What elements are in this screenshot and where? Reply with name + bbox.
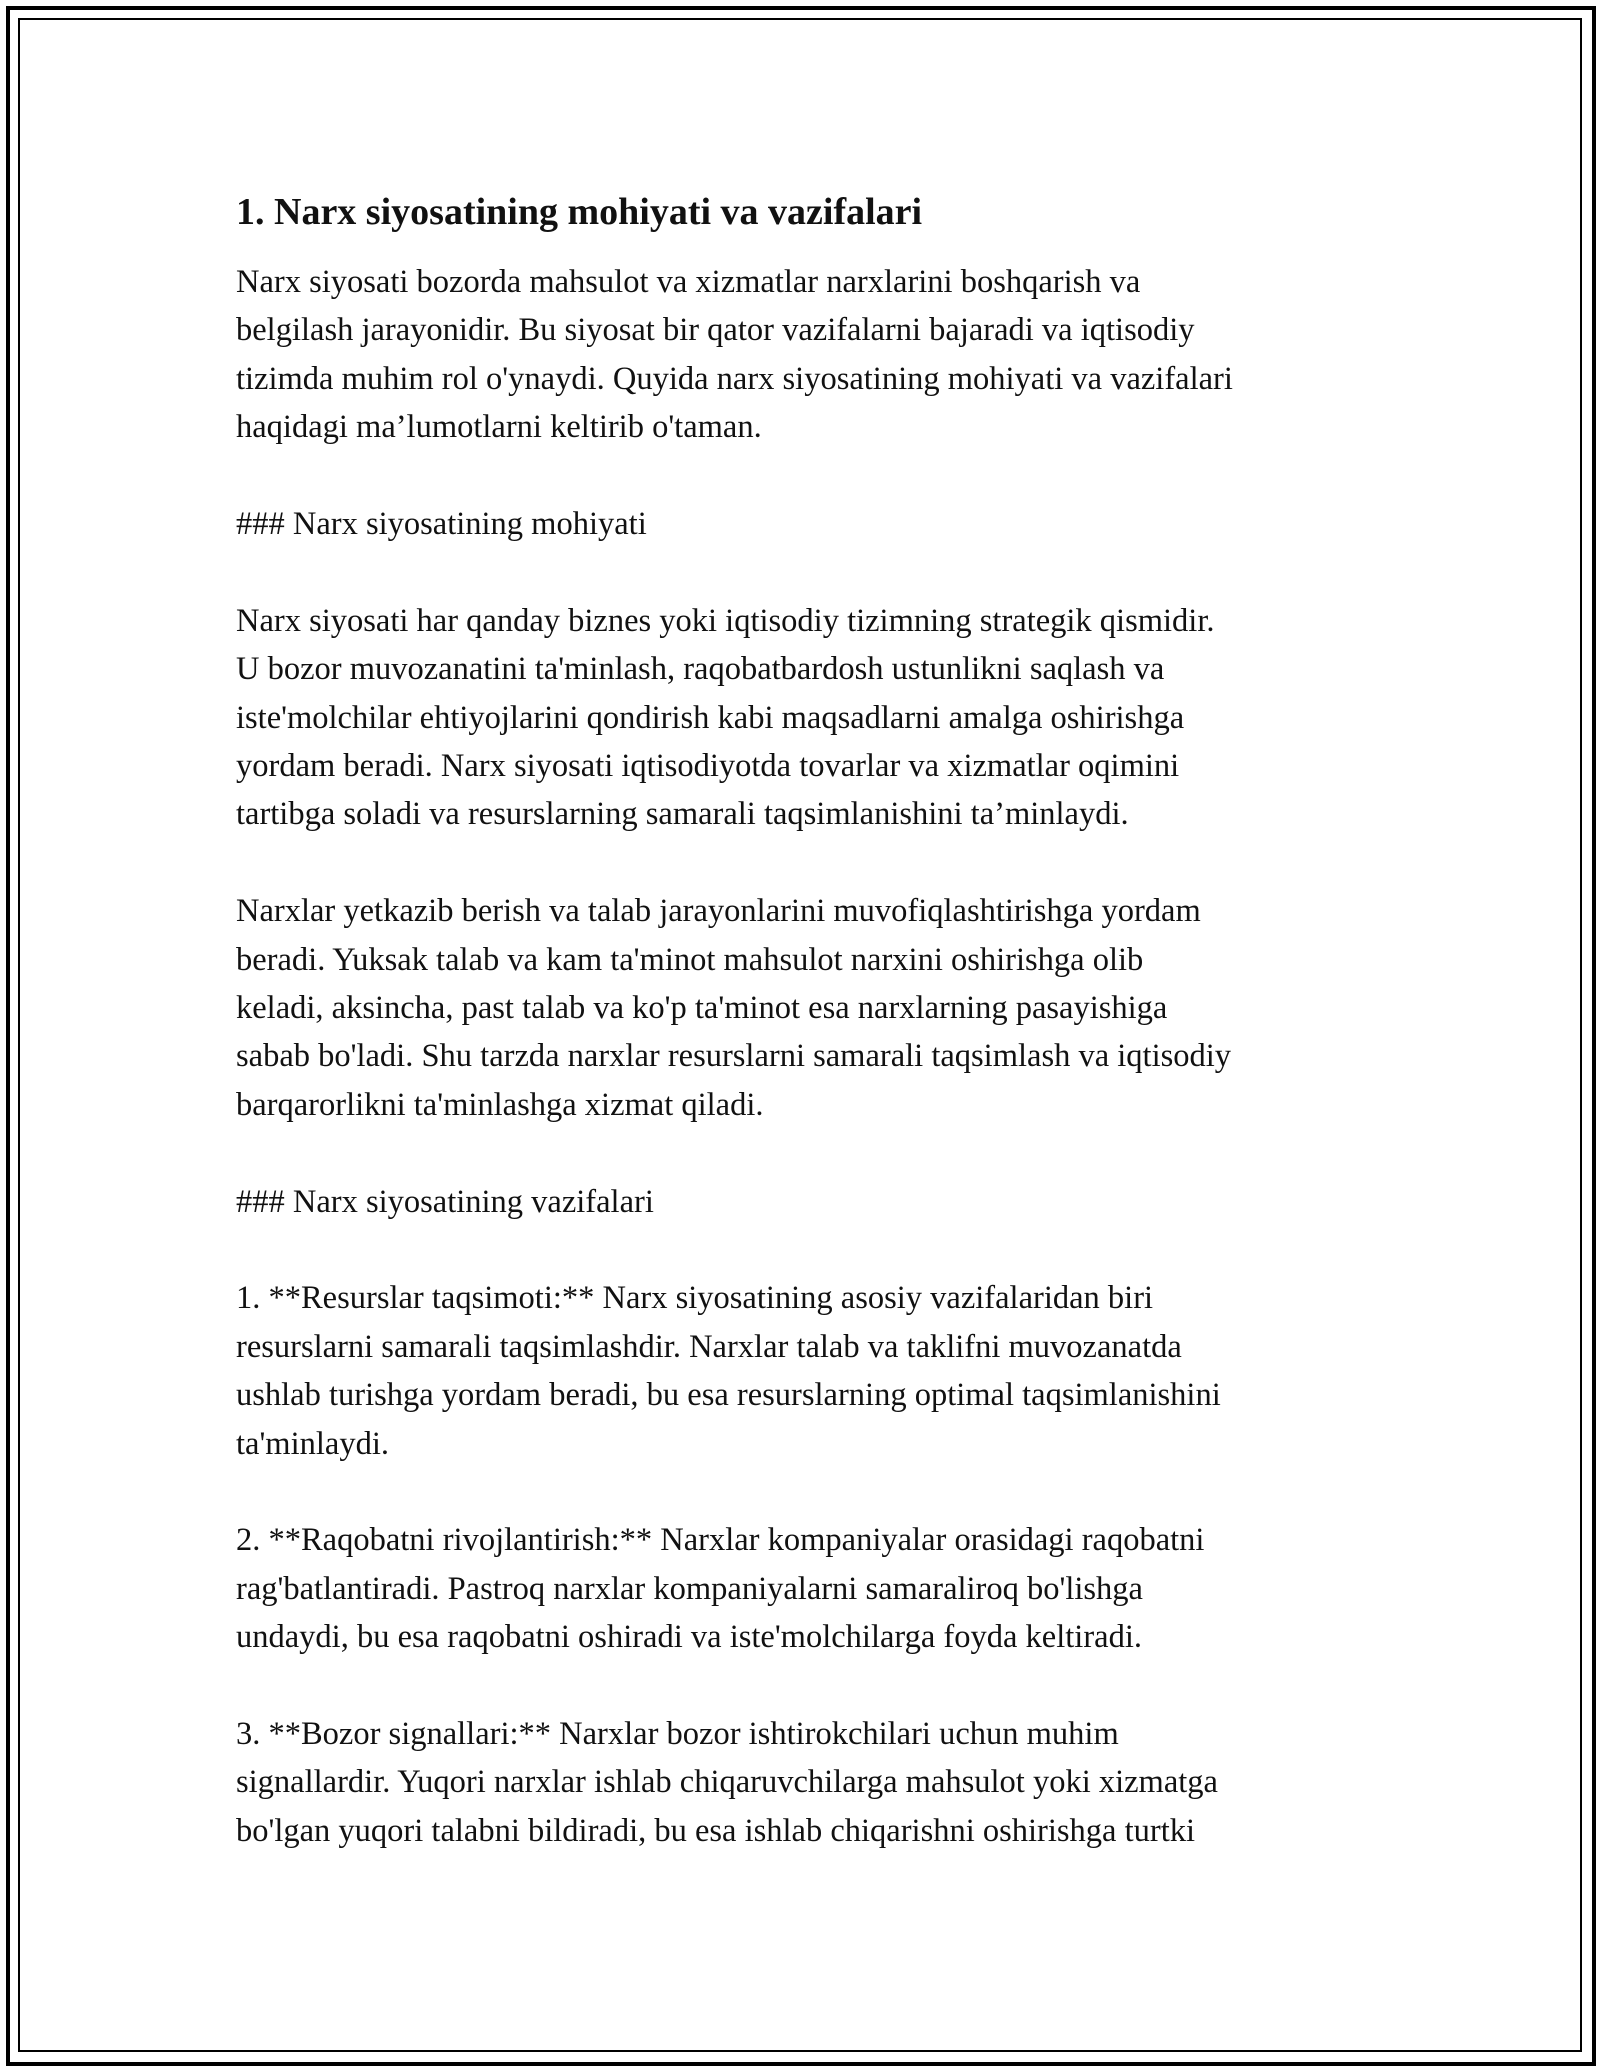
document-body <box>236 188 1376 1855</box>
list-item-1 <box>236 1274 1376 1468</box>
text-line: ta'minlaydi. <box>236 1425 389 1462</box>
text-line: 2. **Raqobatni rivojlantirish:** Narxlar kompaniyalar orasidagi raqobatni <box>236 1522 1205 1559</box>
text-line: U bozor muvozanatini ta'minlash, raqobatbardosh ustunlikni saqlash va <box>236 651 1165 688</box>
text-line: bo'lgan yuqori talabni bildiradi, bu esa ishlab chiqarishni oshirishga turtki <box>236 1812 1196 1849</box>
section-heading-vazifalari <box>236 1178 1376 1226</box>
text-line: 3. **Bozor signallari:** Narxlar bozor ishtirokchilari uchun muhim <box>236 1716 1119 1753</box>
text-line: tartibga soladi va resurslarning samarali taqsimlanishini ta’minlaydi. <box>236 796 1129 833</box>
mohiyat-paragraph-2 <box>236 887 1376 1129</box>
text-line: sabab bo'ladi. Shu tarzda narxlar resurslarni samarali taqsimlash va iqtisodiy <box>236 1038 1232 1075</box>
text-line: tizimda muhim rol o'ynaydi. Quyida narx siyosatining mohiyati va vazifalari <box>236 360 1233 397</box>
text-line: Narxlar yetkazib berish va talab jarayonlarini muvofiqlashtirishga yordam <box>236 893 1201 930</box>
text-line: undaydi, bu esa raqobatni oshiradi va iste'molchilarga foyda keltiradi. <box>236 1619 1142 1656</box>
text-line: ### Narx siyosatining vazifalari <box>236 1183 654 1220</box>
text-line: iste'molchilar ehtiyojlarini qondirish kabi maqsadlarni amalga oshirishga <box>236 699 1185 736</box>
text-line: Narx siyosati har qanday biznes yoki iqtisodiy tizimning strategik qismidir. <box>236 602 1215 639</box>
text-line: Narx siyosati bozorda mahsulot va xizmatlar narxlarini boshqarish va <box>236 264 1141 300</box>
text-line: keladi, aksincha, past talab va ko'p ta'minot esa narxlarning pasayishiga <box>236 990 1168 1027</box>
text-line: signallardir. Yuqori narxlar ishlab chiqaruvchilarga mahsulot yoki xizmatga <box>236 1764 1218 1801</box>
text-line: barqarorlikni ta'minlashga xizmat qiladi. <box>236 1086 764 1123</box>
document-title: 1. Narx siyosatining mohiyati va vazifalari <box>236 191 923 233</box>
text-line: ushlab turishga yordam beradi, bu esa resurslarning optimal taqsimlanishini <box>236 1377 1221 1414</box>
text-line: yordam beradi. Narx siyosati iqtisodiyotda tovarlar va xizmatlar oqimini <box>236 748 1180 785</box>
text-line: rag'batlantiradi. Pastroq narxlar kompaniyalarni samaraliroq bo'lishga <box>236 1570 1143 1607</box>
text-line: ### Narx siyosatining mohiyati <box>236 506 647 543</box>
mohiyat-paragraph-1 <box>236 597 1376 839</box>
list-item-2 <box>236 1516 1376 1661</box>
list-item-3 <box>236 1710 1376 1855</box>
text-line: resurslarni samarali taqsimlashdir. Narxlar talab va taklifni muvozanatda <box>236 1328 1182 1365</box>
section-heading-mohiyati <box>236 500 1376 548</box>
text-line: 1. **Resurslar taqsimoti:** Narx siyosatining asosiy vazifalaridan biri <box>236 1280 1154 1317</box>
intro-paragraph <box>236 258 1376 452</box>
text-line: beradi. Yuksak talab va kam ta'minot mahsulot narxini oshirishga olib <box>236 941 1144 978</box>
text-line: belgilash jarayonidir. Bu siyosat bir qator vazifalarni bajaradi va iqtisodiy <box>236 312 1195 349</box>
text-line: haqidagi ma’lumotlarni keltirib o'taman. <box>236 409 762 446</box>
